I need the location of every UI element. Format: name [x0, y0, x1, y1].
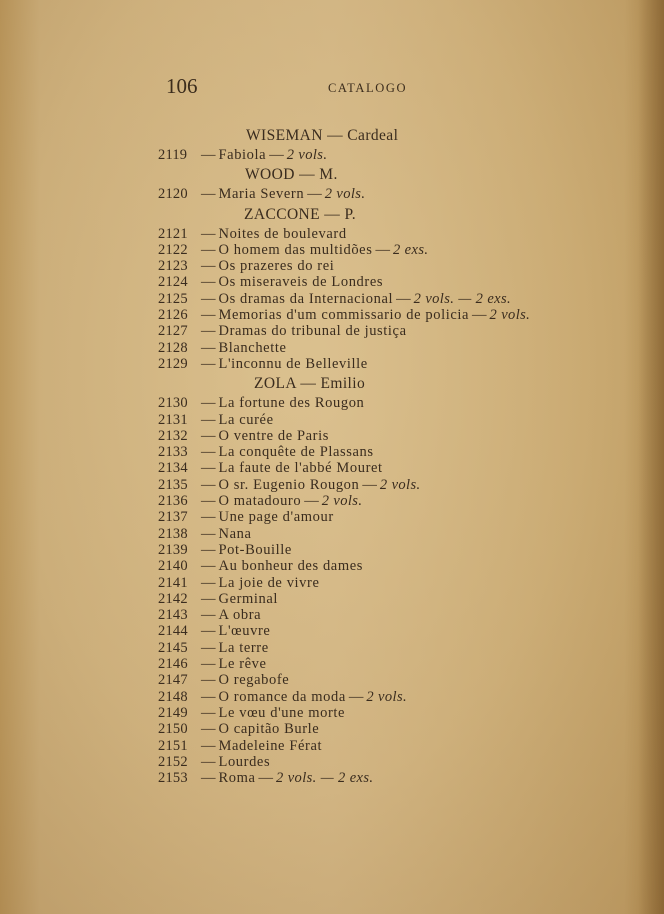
dash-separator: —: [201, 672, 216, 689]
entry-number: 2137: [158, 509, 188, 526]
dash-separator: —: [201, 258, 216, 275]
entry-number: 2126: [158, 307, 188, 324]
catalog-entry: [158, 395, 608, 411]
entry-title: Os miseraveis de Londres: [218, 274, 384, 291]
catalog-entry: [158, 575, 608, 591]
dash-separator: —: [201, 737, 216, 754]
dash-separator: —: [201, 411, 216, 428]
entry-number: 2120: [158, 186, 188, 203]
dash-separator: —: [201, 339, 216, 356]
catalog-listing: [158, 124, 608, 786]
entry-number: 2128: [158, 339, 188, 356]
entry-number: 2138: [158, 525, 188, 542]
entry-number: 2150: [158, 721, 188, 738]
entry-volume-note: 2 vols. — 2 exs.: [413, 290, 512, 307]
dash-separator: —: [362, 476, 377, 493]
catalog-entry: [158, 542, 608, 558]
entry-number: 2123: [158, 258, 188, 275]
dash-separator: —: [201, 639, 216, 656]
entry-number: 2122: [158, 241, 188, 258]
entry-title: La curée: [218, 411, 274, 428]
entry-number: 2119: [158, 147, 188, 163]
entry-title: La faute de l'abbé Mouret: [218, 460, 383, 477]
catalog-entry: [158, 493, 608, 509]
entry-title: Os dramas da Internacional: [218, 290, 394, 307]
entry-title: L'œuvre: [218, 623, 271, 640]
entry-title: Maria Severn: [218, 186, 305, 203]
entry-title: Noites de boulevard: [218, 225, 347, 242]
catalog-entry: [158, 291, 608, 307]
entry-title: La joie de vivre: [218, 574, 320, 591]
dash-separator: —: [396, 290, 411, 307]
dash-separator: —: [201, 688, 216, 705]
entry-title: Roma: [218, 770, 256, 787]
dash-separator: —: [201, 274, 216, 291]
dash-separator: —: [201, 460, 216, 477]
author-name: ZACCONE — P.: [244, 205, 357, 223]
entry-number: 2135: [158, 476, 188, 493]
dash-separator: —: [201, 590, 216, 607]
entry-number: 2132: [158, 427, 188, 444]
entry-title: Fabiola: [218, 147, 267, 163]
dash-separator: —: [269, 147, 284, 163]
dash-separator: —: [201, 186, 216, 203]
dash-separator: —: [201, 476, 216, 493]
catalog-entry: [158, 356, 608, 372]
dash-separator: —: [201, 753, 216, 770]
entry-number: 2145: [158, 639, 188, 656]
catalog-entry: [158, 509, 608, 525]
page-edge-shadow: [638, 0, 664, 914]
entry-number: 2139: [158, 541, 188, 558]
dash-separator: —: [304, 493, 319, 510]
catalog-entry: [158, 147, 608, 163]
catalog-entry: [158, 623, 608, 639]
catalog-entry: [158, 412, 608, 428]
entry-volume-note: 2 vols.: [366, 688, 408, 705]
dash-separator: —: [201, 509, 216, 526]
entry-title: Pot-Bouille: [218, 541, 292, 558]
entry-number: 2136: [158, 493, 188, 510]
entry-number: 2149: [158, 704, 188, 721]
entry-number: 2140: [158, 558, 188, 575]
entry-number: 2131: [158, 411, 188, 428]
catalog-entry: [158, 186, 608, 202]
author-name: ZOLA — Emilio: [254, 375, 366, 393]
catalog-entry: [158, 340, 608, 356]
entry-number: 2147: [158, 672, 188, 689]
dash-separator: —: [201, 147, 216, 163]
catalog-entry: [158, 558, 608, 574]
entry-number: 2148: [158, 688, 188, 705]
entry-title: Le rêve: [218, 656, 267, 673]
entry-volume-note: 2 vols.: [379, 476, 421, 493]
dash-separator: —: [201, 395, 216, 412]
dash-separator: —: [375, 241, 390, 258]
dash-separator: —: [201, 525, 216, 542]
catalog-entry: [158, 460, 608, 476]
dash-separator: —: [201, 493, 216, 510]
catalog-entry: [158, 526, 608, 542]
entry-title: La conquête de Plassans: [218, 444, 374, 461]
catalog-entry: [158, 656, 608, 672]
dash-separator: —: [201, 541, 216, 558]
catalog-entry: [158, 274, 608, 290]
dash-separator: —: [201, 444, 216, 461]
entry-volume-note: 2 vols. — 2 exs.: [276, 770, 374, 787]
entry-title: Blanchette: [218, 339, 287, 356]
entry-number: 2134: [158, 460, 188, 477]
entry-title: O capitão Burle: [218, 721, 320, 738]
entry-title: A obra: [218, 607, 262, 624]
entry-title: Os prazeres do rei: [218, 258, 335, 275]
entry-title: Dramas do tribunal de justiça: [218, 323, 407, 340]
catalog-entry: [158, 591, 608, 607]
entry-title: Une page d'amour: [218, 509, 334, 526]
entry-title: Le vœu d'une morte: [218, 704, 346, 721]
catalog-entry: [158, 226, 608, 242]
dash-separator: —: [201, 656, 216, 673]
catalog-entry: [158, 640, 608, 656]
catalog-entry: [158, 477, 608, 493]
author-heading: [158, 203, 608, 226]
entry-volume-note: 2 vols.: [489, 307, 531, 324]
dash-separator: —: [472, 307, 487, 324]
catalog-entry: [158, 770, 608, 786]
entry-number: 2141: [158, 574, 188, 591]
entry-title: Nana: [218, 525, 252, 542]
catalog-entry: [158, 705, 608, 721]
entry-number: 2121: [158, 225, 188, 242]
entry-number: 2130: [158, 395, 188, 412]
dash-separator: —: [201, 427, 216, 444]
author-heading: [158, 124, 608, 147]
dash-separator: —: [201, 241, 216, 258]
entry-title: Germinal: [218, 590, 279, 607]
dash-separator: —: [201, 607, 216, 624]
entry-number: 2143: [158, 607, 188, 624]
entry-title: La terre: [218, 639, 269, 656]
entry-volume-note: 2 vols.: [321, 493, 363, 510]
entry-title: Madeleine Férat: [218, 737, 323, 754]
page-header: [160, 70, 460, 100]
entry-title: Au bonheur des dames: [218, 558, 363, 575]
entry-number: 2153: [158, 770, 188, 787]
catalog-entry: [158, 738, 608, 754]
catalog-entry: [158, 258, 608, 274]
dash-separator: —: [258, 770, 274, 787]
entry-number: 2142: [158, 590, 188, 607]
catalog-entry: [158, 607, 608, 623]
dash-separator: —: [201, 721, 216, 738]
catalog-entry: [158, 672, 608, 688]
dash-separator: —: [348, 688, 364, 705]
dash-separator: —: [201, 770, 216, 787]
entry-number: 2125: [158, 290, 188, 307]
author-name: WISEMAN — Cardeal: [246, 127, 399, 144]
entry-title: O homem das multidões: [218, 241, 373, 258]
entry-title: O sr. Eugenio Rougon: [218, 476, 360, 493]
running-title: CATALOGO: [328, 81, 408, 95]
catalog-entry: [158, 689, 608, 705]
dash-separator: —: [201, 623, 216, 640]
entry-title: Memorias d'um commissario de policia: [218, 307, 470, 324]
dash-separator: —: [201, 558, 216, 575]
author-heading: [158, 372, 608, 395]
entry-number: 2127: [158, 323, 188, 340]
entry-title: La fortune des Rougon: [218, 395, 365, 412]
entry-volume-note: 2 vols.: [324, 186, 366, 203]
dash-separator: —: [201, 323, 216, 340]
entry-number: 2146: [158, 656, 188, 673]
entry-title: O romance da moda: [218, 688, 346, 705]
catalog-entry: [158, 754, 608, 770]
catalog-entry: [158, 444, 608, 460]
entry-title: L'inconnu de Belleville: [218, 355, 368, 372]
author-name: WOOD — M.: [245, 166, 338, 184]
entry-title: O ventre de Paris: [218, 427, 329, 444]
dash-separator: —: [201, 307, 216, 324]
catalog-entry: [158, 307, 608, 323]
entry-title: O matadouro: [218, 493, 302, 510]
entry-number: 2144: [158, 623, 188, 640]
catalog-entry: [158, 242, 608, 258]
entry-volume-note: 2 exs.: [392, 241, 429, 258]
entry-title: O regabofe: [218, 672, 290, 689]
catalog-entry: [158, 721, 608, 737]
catalog-entry: [158, 428, 608, 444]
page-number: 106: [166, 74, 198, 98]
dash-separator: —: [201, 290, 216, 307]
entry-volume-note: 2 vols.: [286, 147, 328, 163]
entry-number: 2151: [158, 737, 188, 754]
entry-number: 2129: [158, 355, 188, 372]
entry-number: 2133: [158, 444, 188, 461]
author-heading: [158, 163, 608, 186]
entry-title: Lourdes: [218, 753, 271, 770]
dash-separator: —: [307, 186, 322, 203]
dash-separator: —: [201, 574, 216, 591]
dash-separator: —: [201, 225, 216, 242]
dash-separator: —: [201, 704, 216, 721]
dash-separator: —: [201, 355, 216, 372]
catalog-entry: [158, 323, 608, 339]
entry-number: 2152: [158, 753, 188, 770]
entry-number: 2124: [158, 274, 188, 291]
